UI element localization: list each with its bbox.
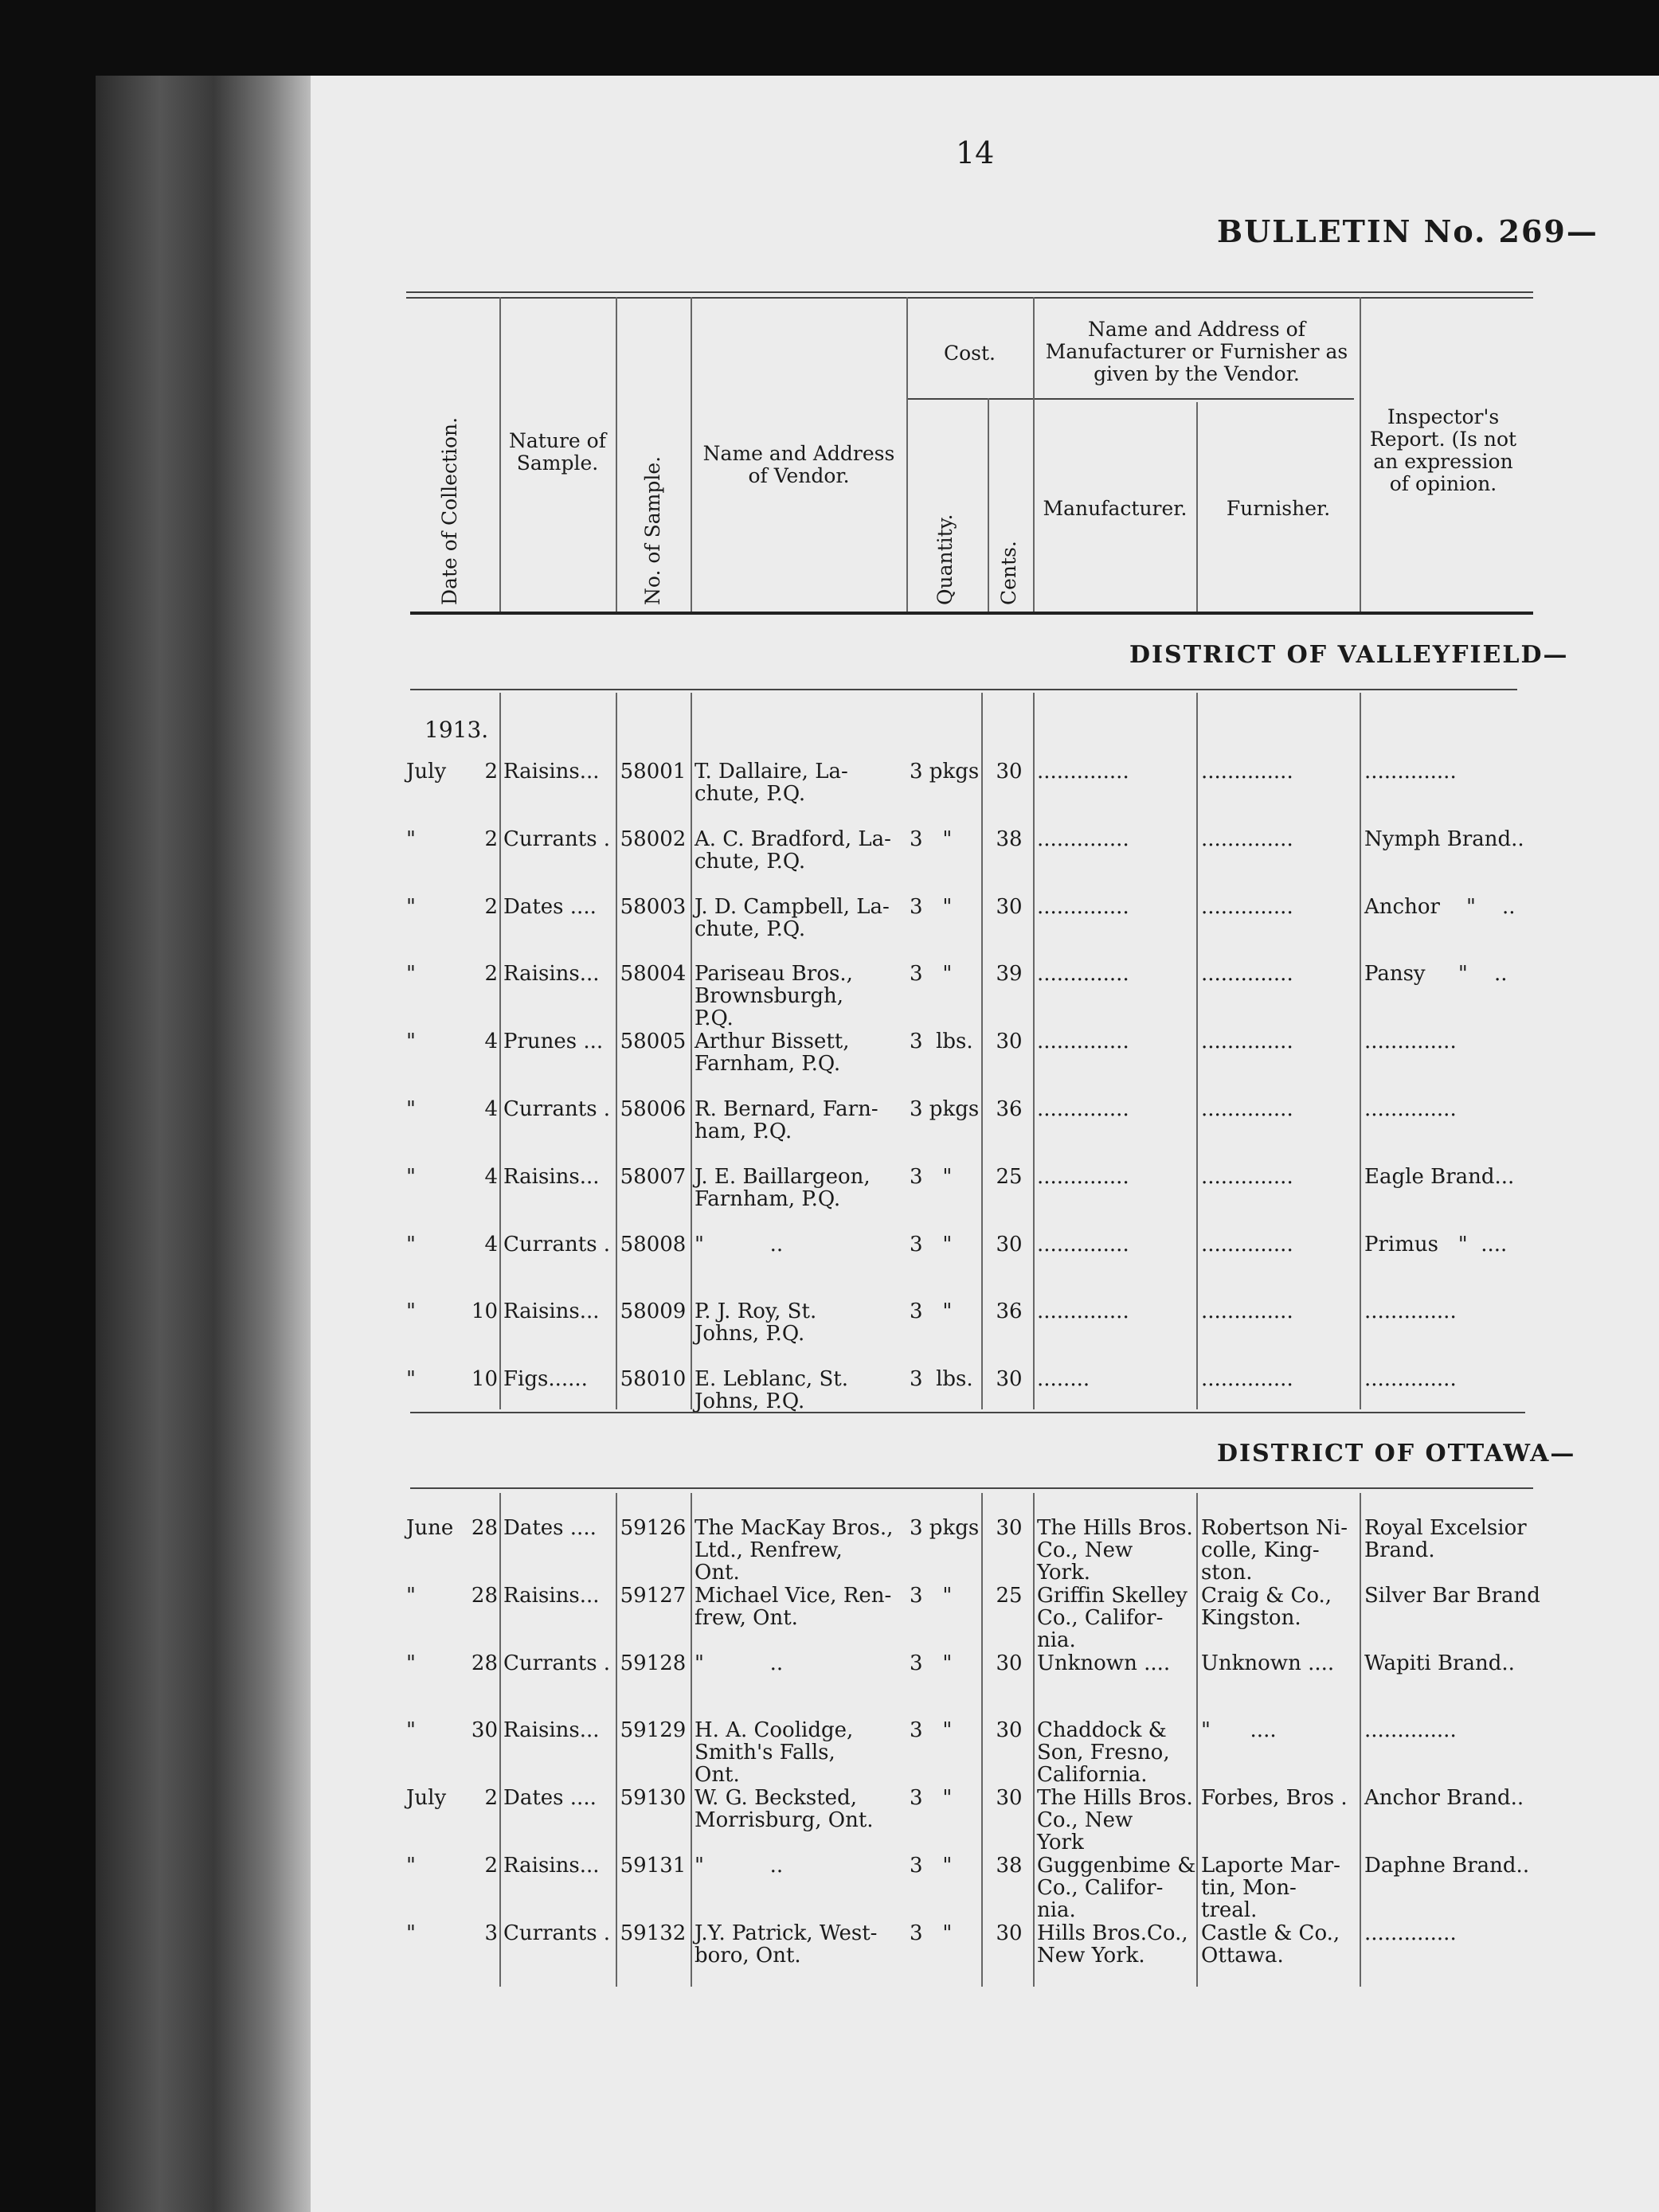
table-row (0, 1517, 1659, 1589)
header-bottom-rule (410, 612, 1533, 615)
cell-month: " (406, 1097, 416, 1121)
table-row (0, 1030, 1659, 1102)
col-rule (1360, 693, 1361, 1409)
cell-manufacturer: Hills Bros.Co., New York. (1037, 1921, 1188, 1968)
cell-no: 58001 (620, 760, 687, 784)
col-rule (988, 398, 989, 612)
cell-vendor: J. D. Campbell, La- chute, P.Q. (695, 894, 890, 941)
cell-furnisher: Castle & Co., Ottawa. (1201, 1921, 1340, 1968)
header-cents: Cents. (997, 541, 1020, 605)
cell-nature: Currants . (503, 827, 611, 851)
cell-month: " (406, 962, 416, 987)
cell-no: 58009 (620, 1299, 687, 1324)
cell-report: Anchor " .. (1364, 894, 1516, 919)
table-row (0, 1922, 1659, 1994)
table-row (0, 1719, 1659, 1791)
cell-qty: 3 lbs. (910, 1030, 973, 1054)
cell-report: .............. (1364, 1030, 1457, 1054)
cell-nature: Currants . (503, 1921, 611, 1945)
col-rule (691, 1493, 692, 1987)
cell-day: 4 (484, 1030, 498, 1054)
table-row (0, 760, 1659, 832)
header-top-rule (406, 291, 1533, 293)
cell-qty: 3 " (910, 1921, 953, 1945)
cell-cents: 30 (996, 1232, 1023, 1256)
cell-day: 28 (471, 1516, 498, 1540)
cell-vendor: W. G. Becksted, Morrisburg, Ont. (695, 1786, 874, 1833)
cell-manufacturer: Unknown .... (1037, 1651, 1171, 1675)
cell-cents: 36 (996, 1097, 1023, 1121)
header-vendor: Name and Address of Vendor. (702, 442, 895, 487)
cell-vendor: " .. (695, 1651, 784, 1675)
cell-furnisher: Craig & Co., Kingston. (1201, 1583, 1332, 1630)
table-row (0, 1300, 1659, 1372)
cell-qty: 3 " (910, 1854, 953, 1878)
cell-nature: Dates .... (503, 894, 597, 919)
cell-report: Wapiti Brand.. (1364, 1651, 1515, 1675)
cell-qty: 3 " (910, 1718, 953, 1743)
col-rule (1360, 297, 1361, 612)
cell-no: 59130 (620, 1786, 687, 1811)
header-sample-no: No. of Sample. (641, 455, 664, 605)
cell-cents: 30 (996, 1651, 1023, 1675)
cell-day: 2 (484, 894, 498, 919)
cell-month: " (406, 1854, 416, 1878)
cell-day: 4 (484, 1164, 498, 1189)
cell-report: .............. (1364, 760, 1457, 784)
header-furnisher: Furnisher. (1226, 497, 1331, 520)
header-cost: Cost. (943, 342, 996, 365)
cell-report: Primus " .... (1364, 1232, 1508, 1256)
cell-qty: 3 pkgs (910, 760, 980, 784)
cell-furnisher: .............. (1201, 962, 1293, 987)
col-rule (981, 1493, 983, 1987)
cell-vendor: Pariseau Bros., Brownsburgh, P.Q. (695, 962, 853, 1031)
cell-month: " (406, 1299, 416, 1324)
cell-day: 10 (471, 1299, 498, 1324)
cell-qty: 3 " (910, 894, 953, 919)
district-heading-ottawa: DISTRICT OF OTTAWA— (1217, 1440, 1576, 1468)
cell-vendor: J.Y. Patrick, West- boro, Ont. (695, 1921, 878, 1968)
cell-report: .............. (1364, 1921, 1457, 1945)
cell-day: 2 (484, 962, 498, 987)
cell-cents: 30 (996, 1367, 1023, 1392)
cell-cents: 39 (996, 962, 1023, 987)
cell-furnisher: Forbes, Bros . (1201, 1786, 1348, 1811)
cell-cents: 38 (996, 827, 1023, 851)
cell-report: .............. (1364, 1367, 1457, 1392)
header-date: Date of Collection. (438, 416, 461, 605)
cell-manufacturer: .............. (1037, 760, 1129, 784)
col-rule (616, 1493, 617, 1987)
cell-vendor: R. Bernard, Farn- ham, P.Q. (695, 1097, 878, 1143)
cell-manufacturer: .............. (1037, 1097, 1129, 1121)
cell-report: Nymph Brand.. (1364, 827, 1524, 851)
cell-manufacturer: The Hills Bros. Co., New York (1037, 1786, 1193, 1855)
cell-month: " (406, 1232, 416, 1256)
cell-month: " (406, 1718, 416, 1743)
cell-nature: Currants . (503, 1651, 611, 1675)
cell-vendor: J. E. Baillargeon, Farnham, P.Q. (695, 1164, 871, 1211)
cell-manufacturer: .............. (1037, 1164, 1129, 1189)
cell-nature: Figs...... (503, 1367, 588, 1392)
cell-cents: 38 (996, 1854, 1023, 1878)
col-rule (1360, 1493, 1361, 1987)
cell-furnisher: .............. (1201, 1367, 1293, 1392)
cell-no: 59126 (620, 1516, 687, 1540)
cell-nature: Currants . (503, 1232, 611, 1256)
cell-furnisher: Robertson Ni- colle, King- ston. (1201, 1516, 1348, 1585)
page-number: 14 (956, 135, 995, 170)
cell-vendor: " .. (695, 1232, 784, 1256)
cell-month: " (406, 1921, 416, 1945)
cell-month: " (406, 827, 416, 851)
cell-vendor: Arthur Bissett, Farnham, P.Q. (695, 1030, 850, 1077)
cell-vendor: T. Dallaire, La- chute, P.Q. (695, 760, 848, 806)
cell-qty: 3 lbs. (910, 1367, 973, 1392)
cell-cents: 30 (996, 894, 1023, 919)
cell-report: Daphne Brand.. (1364, 1854, 1530, 1878)
cell-month: " (406, 1583, 416, 1608)
col-rule (616, 297, 617, 612)
cell-day: 10 (471, 1367, 498, 1392)
cell-month: June (406, 1516, 454, 1540)
table-row (0, 1585, 1659, 1656)
table-row (0, 828, 1659, 900)
cell-day: 2 (484, 827, 498, 851)
cell-manufacturer: Griffin Skelley Co., Califor- nia. (1037, 1583, 1188, 1652)
cell-qty: 3 " (910, 1232, 953, 1256)
bulletin-title: BULLETIN No. 269— (1217, 213, 1598, 249)
cell-day: 2 (484, 1786, 498, 1811)
district-rule (410, 1487, 1533, 1489)
cell-manufacturer: .............. (1037, 1232, 1129, 1256)
cell-no: 58004 (620, 962, 687, 987)
col-rule (499, 1493, 501, 1987)
header-nature: Nature of Sample. (509, 429, 606, 475)
cell-nature: Raisins... (503, 1718, 600, 1743)
cell-day: 3 (484, 1921, 498, 1945)
header-maker-group: Name and Address of Manufacturer or Furnisher as given by the Vendor. (1045, 318, 1348, 385)
cell-report: Royal Excelsior Brand. (1364, 1516, 1527, 1562)
cell-vendor: Michael Vice, Ren- frew, Ont. (695, 1583, 892, 1630)
col-rule (981, 693, 983, 1409)
cell-no: 59132 (620, 1921, 687, 1945)
table-row (0, 1368, 1659, 1440)
cell-manufacturer: Guggenbime & Co., Califor- nia. (1037, 1854, 1196, 1922)
cell-furnisher: .............. (1201, 760, 1293, 784)
cell-qty: 3 " (910, 1583, 953, 1608)
table-row (0, 1787, 1659, 1858)
year-label: 1913. (425, 717, 489, 743)
cell-no: 58003 (620, 894, 687, 919)
table-row (0, 1652, 1659, 1724)
cell-furnisher: " .... (1201, 1718, 1277, 1743)
col-rule (1033, 297, 1035, 612)
cell-cents: 30 (996, 1718, 1023, 1743)
cell-manufacturer: .............. (1037, 1030, 1129, 1054)
cell-nature: Raisins... (503, 1164, 600, 1189)
header-manufacturer: Manufacturer. (1043, 497, 1188, 520)
cell-vendor: " .. (695, 1854, 784, 1878)
cell-cents: 36 (996, 1299, 1023, 1324)
cell-report: Eagle Brand... (1364, 1164, 1515, 1189)
col-rule (691, 693, 692, 1409)
cell-cents: 30 (996, 1921, 1023, 1945)
cell-month: July (406, 1786, 447, 1811)
cell-nature: Raisins... (503, 1854, 600, 1878)
col-rule (691, 297, 692, 612)
cell-manufacturer: .............. (1037, 1299, 1129, 1324)
cell-day: 30 (471, 1718, 498, 1743)
cell-no: 59128 (620, 1651, 687, 1675)
cell-vendor: A. C. Bradford, La- chute, P.Q. (695, 827, 891, 873)
district-heading-valleyfield: DISTRICT OF VALLEYFIELD— (1129, 641, 1569, 669)
cell-no: 58008 (620, 1232, 687, 1256)
cell-vendor: P. J. Roy, St. Johns, P.Q. (695, 1299, 817, 1346)
cell-cents: 30 (996, 760, 1023, 784)
cell-nature: Prunes ... (503, 1030, 604, 1054)
cell-month: " (406, 1030, 416, 1054)
cell-nature: Currants . (503, 1097, 611, 1121)
cell-day: 2 (484, 1854, 498, 1878)
cell-qty: 3 " (910, 1786, 953, 1811)
cell-manufacturer: Chaddock & Son, Fresno, California. (1037, 1718, 1170, 1788)
cell-qty: 3 " (910, 1651, 953, 1675)
cell-nature: Raisins... (503, 962, 600, 987)
cell-no: 58010 (620, 1367, 687, 1392)
cost-sub-rule (906, 398, 1354, 400)
table-row (0, 963, 1659, 1034)
cell-month: " (406, 1367, 416, 1392)
cell-furnisher: .............. (1201, 1232, 1293, 1256)
cell-manufacturer: .............. (1037, 894, 1129, 919)
cell-manufacturer: The Hills Bros. Co., New York. (1037, 1516, 1193, 1585)
cell-month: " (406, 894, 416, 919)
cell-furnisher: .............. (1201, 1030, 1293, 1054)
cell-month: " (406, 1164, 416, 1189)
cell-cents: 25 (996, 1164, 1023, 1189)
cell-qty: 3 " (910, 962, 953, 987)
col-rule (499, 297, 501, 612)
col-rule (499, 693, 501, 1409)
col-rule (1196, 1493, 1198, 1987)
cell-day: 2 (484, 760, 498, 784)
cell-vendor: H. A. Coolidge, Smith's Falls, Ont. (695, 1718, 854, 1788)
cell-cents: 30 (996, 1786, 1023, 1811)
cell-no: 59127 (620, 1583, 687, 1608)
table-row (0, 1166, 1659, 1237)
cell-no: 58006 (620, 1097, 687, 1121)
cell-no: 59131 (620, 1854, 687, 1878)
cell-qty: 3 " (910, 1164, 953, 1189)
district-rule (410, 689, 1517, 690)
cell-qty: 3 pkgs (910, 1097, 980, 1121)
district-rule (410, 1412, 1525, 1413)
cell-month: " (406, 1651, 416, 1675)
cell-nature: Raisins... (503, 760, 600, 784)
cell-day: 4 (484, 1232, 498, 1256)
cell-furnisher: .............. (1201, 1164, 1293, 1189)
col-rule (1196, 693, 1198, 1409)
col-rule (1033, 693, 1035, 1409)
cell-no: 59129 (620, 1718, 687, 1743)
cell-no: 58005 (620, 1030, 687, 1054)
table-row (0, 1233, 1659, 1305)
cell-nature: Dates .... (503, 1786, 597, 1811)
cell-nature: Raisins... (503, 1583, 600, 1608)
cell-qty: 3 " (910, 827, 953, 851)
cell-nature: Raisins... (503, 1299, 600, 1324)
cell-furnisher: Unknown .... (1201, 1651, 1335, 1675)
cell-furnisher: .............. (1201, 827, 1293, 851)
header-top-rule-2 (406, 297, 1533, 299)
col-rule (1033, 1493, 1035, 1987)
cell-vendor: The MacKay Bros., Ltd., Renfrew, Ont. (695, 1516, 894, 1585)
col-rule (1196, 402, 1198, 612)
cell-manufacturer: ........ (1037, 1367, 1090, 1392)
cell-no: 58002 (620, 827, 687, 851)
cell-manufacturer: .............. (1037, 827, 1129, 851)
header-report: Inspector's Report. (Is not an expression of opinion. (1369, 405, 1517, 495)
cell-no: 58007 (620, 1164, 687, 1189)
cell-manufacturer: .............. (1037, 962, 1129, 987)
cell-report: Pansy " .. (1364, 962, 1508, 987)
cell-report: .............. (1364, 1718, 1457, 1743)
cell-report: Anchor Brand.. (1364, 1786, 1524, 1811)
table-row (0, 1098, 1659, 1170)
cell-report: Silver Bar Brand (1364, 1583, 1540, 1608)
cell-qty: 3 " (910, 1299, 953, 1324)
table-row (0, 1854, 1659, 1926)
cell-day: 4 (484, 1097, 498, 1121)
table-row (0, 896, 1659, 967)
col-rule (616, 693, 617, 1409)
cell-furnisher: Laporte Mar- tin, Mon- treal. (1201, 1854, 1340, 1922)
cell-month: July (406, 760, 447, 784)
cell-qty: 3 pkgs (910, 1516, 980, 1540)
cell-vendor: E. Leblanc, St. Johns, P.Q. (695, 1367, 848, 1414)
cell-cents: 25 (996, 1583, 1023, 1608)
cell-cents: 30 (996, 1516, 1023, 1540)
cell-furnisher: .............. (1201, 894, 1293, 919)
cell-day: 28 (471, 1651, 498, 1675)
cell-cents: 30 (996, 1030, 1023, 1054)
cell-report: .............. (1364, 1299, 1457, 1324)
cell-furnisher: .............. (1201, 1299, 1293, 1324)
cell-day: 28 (471, 1583, 498, 1608)
cell-report: .............. (1364, 1097, 1457, 1121)
cell-nature: Dates .... (503, 1516, 597, 1540)
cell-furnisher: .............. (1201, 1097, 1293, 1121)
header-quantity: Quantity. (933, 514, 957, 605)
